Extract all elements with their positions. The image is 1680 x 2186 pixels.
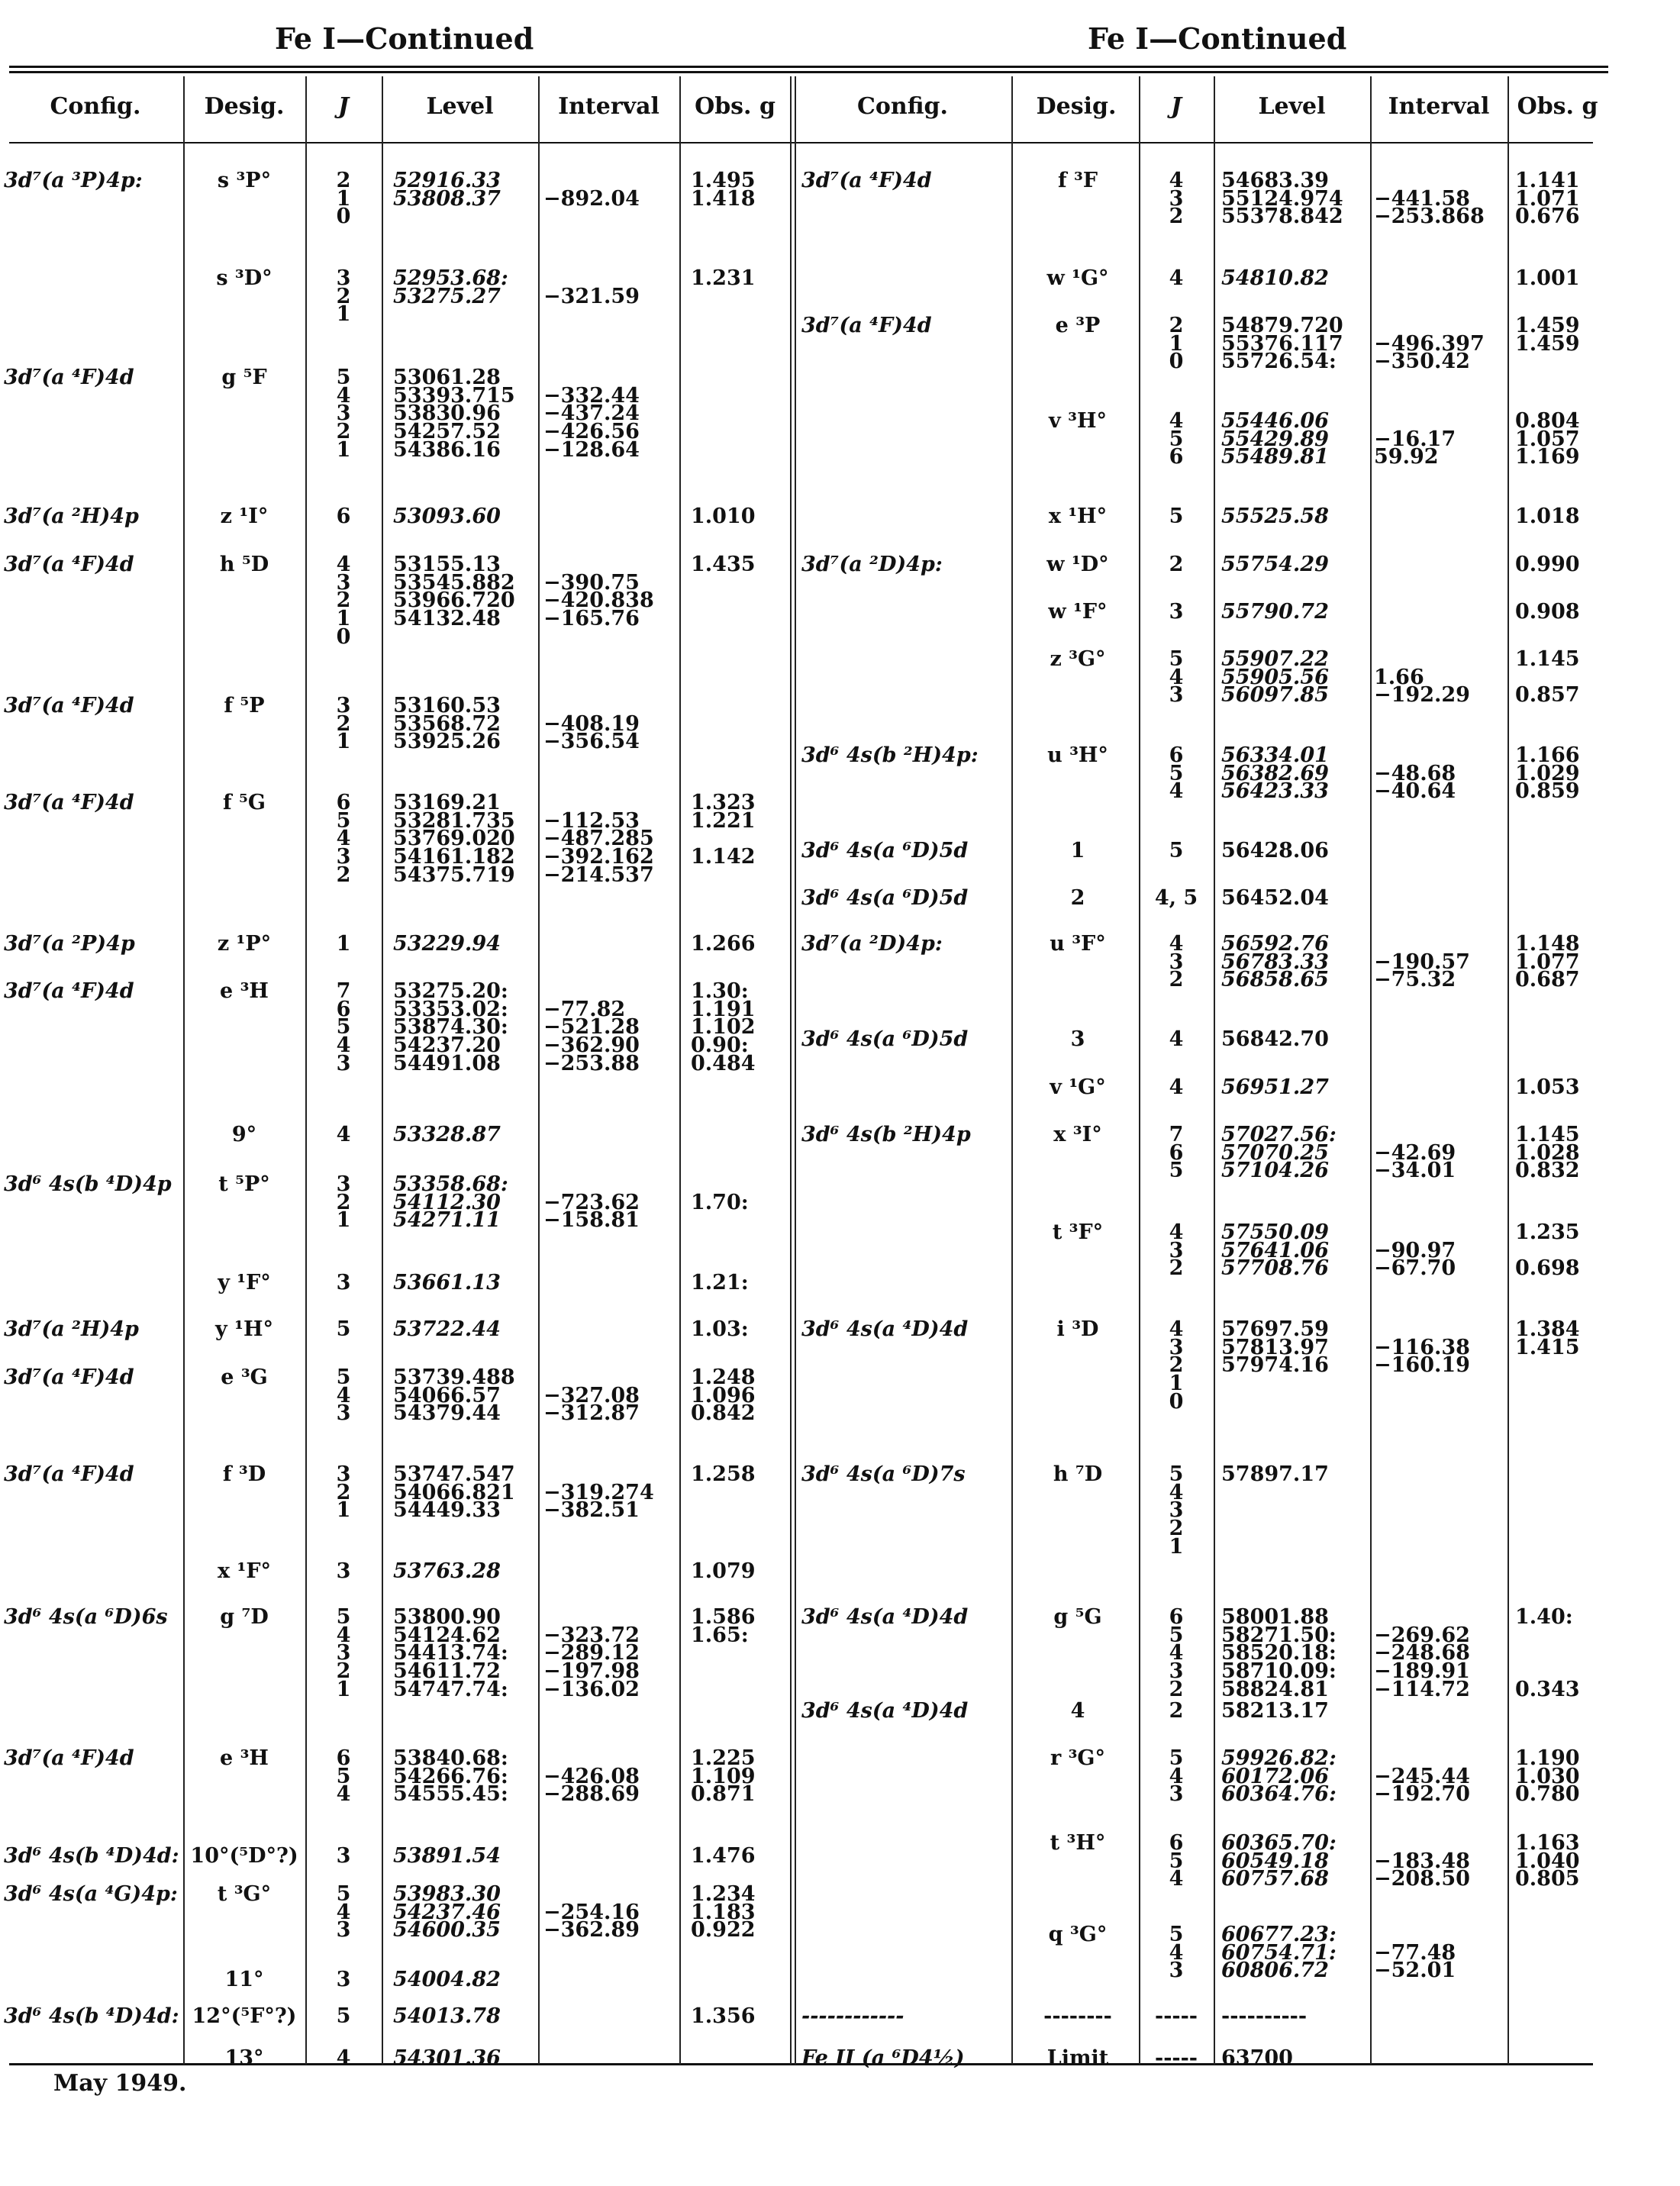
designation-cell: x ³I° (1053, 1123, 1102, 1146)
designation-cell: z ¹P° (217, 932, 272, 956)
level-cell: 55525.58 (1221, 505, 1329, 528)
column-divider (305, 76, 307, 2065)
designation-cell: y ¹F° (218, 1271, 271, 1295)
level-cell: 54810.82 (1221, 266, 1329, 290)
col-j-header: J (1170, 93, 1182, 120)
interval-cell: −323.72 −289.12 −197.98 −136.02 (543, 1623, 640, 1701)
config-cell: 3d⁷(a ²P)4p (4, 932, 135, 956)
col-level-header: Level (1258, 93, 1326, 120)
g-factor-cell: 1.235 0.698 (1515, 1220, 1580, 1281)
designation-cell: q ³G° (1048, 1923, 1108, 1946)
level-cell: 56842.70 (1221, 1027, 1329, 1051)
g-factor-cell: 1.21: (691, 1271, 749, 1295)
config-cell: 3d⁷(a ⁴F)4d (4, 1746, 134, 1770)
designation-cell: f ³F (1057, 169, 1098, 192)
designation-cell: t ³F° (1052, 1220, 1104, 1244)
level-cell: 54683.39 55124.974 55378.842 (1221, 169, 1343, 229)
j-value-cell: 3 (336, 1968, 351, 1991)
interval-cell: −892.04 (543, 186, 640, 211)
config-cell: 3d⁷(a ⁴F)4d (801, 169, 932, 192)
j-value-cell: 4, 5 (1154, 886, 1198, 910)
designation-cell: s ³P° (217, 169, 272, 192)
j-value-cell: 3 2 1 (336, 266, 351, 327)
config-cell: 3d⁶ 4s(a ⁶D)5d (801, 1027, 969, 1051)
level-cell: 53229.94 (393, 932, 501, 956)
level-cell: 57550.09 57641.06 57708.76 (1221, 1220, 1329, 1281)
j-value-cell: 1 (336, 932, 351, 956)
g-factor-cell: 1.586 1.65: (691, 1605, 756, 1647)
column-divider (1507, 76, 1509, 2065)
designation-cell: r ³G° (1050, 1746, 1105, 1770)
g-factor-cell: 1.148 1.077 0.687 (1515, 932, 1580, 992)
interval-cell: −723.62 −158.81 (543, 1190, 640, 1233)
level-cell: 54013.78 (393, 2004, 501, 2028)
designation-cell: f ⁵G (223, 791, 266, 814)
column-divider (183, 76, 185, 2065)
col-level-header: Level (426, 93, 494, 120)
col-interval-header: Interval (558, 93, 659, 120)
level-cell: 58001.88 58271.50: 58520.18: 58710.09: 58824.81 (1221, 1605, 1337, 1701)
designation-cell: 13° (224, 2046, 264, 2070)
designation-cell: 10°(⁵D°?) (190, 1844, 298, 1868)
j-value-cell: 6 5 4 (1169, 1831, 1184, 1891)
level-cell: 53155.13 53545.882 53966.720 54132.48 (393, 553, 515, 631)
designation-cell: v ¹G° (1050, 1075, 1106, 1099)
designation-cell: 9° (231, 1123, 257, 1146)
col-j-header: J (337, 93, 350, 120)
interval-cell: −269.62 −248.68 −189.91 −114.72 (1374, 1623, 1470, 1701)
g-factor-cell: 1.234 1.183 0.922 (691, 1882, 756, 1943)
designation-cell: 2 (1070, 886, 1085, 910)
col-interval-header: Interval (1388, 93, 1490, 120)
j-value-cell: 3 2 1 (336, 1462, 351, 1523)
j-value-cell: 6 5 4 (336, 1746, 351, 1807)
col-config-header: Config. (857, 93, 948, 120)
level-cell: 53328.87 (393, 1123, 501, 1146)
g-factor-cell: 1.145 1.028 0.832 (1515, 1123, 1580, 1183)
config-cell: 3d⁷(a ⁴F)4d (4, 1365, 134, 1389)
g-factor-cell: 1.03: (691, 1317, 749, 1341)
interval-cell: −183.48 −208.50 (1374, 1849, 1470, 1891)
g-factor-cell: 1.70: (691, 1190, 749, 1214)
level-cell: 53891.54 (393, 1844, 501, 1868)
level-cell: 52916.33 53808.37 (393, 169, 501, 211)
config-cell: 3d⁷(a ⁴F)4d (4, 694, 134, 717)
level-cell: 54879.720 55376.117 55726.54: (1221, 314, 1343, 374)
j-value-cell: 4 3 2 (1169, 932, 1184, 992)
designation-cell: w ¹F° (1048, 600, 1108, 624)
designation-cell: s ³D° (216, 266, 272, 290)
j-value-cell: 4 (1169, 1075, 1184, 1099)
level-cell: 53093.60 (393, 505, 501, 528)
g-factor-cell: 1.190 1.030 0.780 (1515, 1746, 1580, 1807)
g-factor-cell: 1.384 1.415 (1515, 1317, 1580, 1359)
level-cell: 57697.59 57813.97 57974.16 (1221, 1317, 1329, 1378)
g-factor-cell: 1.30: 1.191 1.102 0.90: 0.484 (691, 979, 756, 1075)
j-value-cell: 5 4 3 (1169, 647, 1184, 708)
level-cell: 53061.28 53393.715 53830.96 54257.52 54386.16 (393, 366, 515, 462)
level-cell: 53983.30 54237.46 54600.35 (393, 1882, 501, 1943)
level-cell: 53763.28 (393, 1559, 501, 1583)
level-cell: 52953.68: 53275.27 (393, 266, 508, 308)
config-cell: 3d⁷(a ⁴F)4d (4, 553, 134, 576)
interval-cell: −77.48 −52.01 (1374, 1940, 1456, 1983)
config-cell: 3d⁶ 4s(b ⁴D)4d: (4, 2004, 179, 2028)
config-cell: 3d⁶ 4s(a ⁶D)7s (801, 1462, 966, 1486)
j-value-cell: 2 (1169, 553, 1184, 576)
level-cell: 53722.44 (393, 1317, 501, 1341)
j-value-cell: 5 (1169, 839, 1184, 862)
level-cell: 56951.27 (1221, 1075, 1329, 1099)
col-g-header: Obs. g (695, 93, 776, 120)
j-value-cell: 5 (1169, 505, 1184, 528)
j-value-cell: 5 4 3 (336, 1882, 351, 1943)
g-factor-cell: 1.356 (691, 2004, 756, 2028)
level-cell: 58213.17 (1221, 1699, 1329, 1723)
level-cell: 54301.36 (393, 2046, 501, 2070)
j-value-cell: 4 3 2 (1169, 1220, 1184, 1281)
level-cell: 53358.68: 54112.30 54271.11 (393, 1172, 508, 1233)
col-g-header: Obs. g (1517, 93, 1598, 120)
col-desig-header: Desig. (204, 93, 285, 120)
interval-cell: −42.69 −34.01 (1374, 1140, 1456, 1183)
level-cell: 56592.76 56783.33 56858.65 (1221, 932, 1329, 992)
top-rule-2 (9, 71, 1608, 73)
center-divider-2 (795, 76, 796, 2065)
j-value-cell: 7 6 5 (1169, 1123, 1184, 1183)
config-cell: 3d⁷(a ²D)4p: (801, 932, 943, 956)
interval-cell: −327.08 −312.87 (543, 1383, 640, 1426)
level-cell: 53747.547 54066.821 54449.33 (393, 1462, 515, 1523)
level-cell: 53739.488 54066.57 54379.44 (393, 1365, 515, 1426)
right-page-title: Fe I—Continued (1088, 21, 1347, 56)
j-value-cell: 4 3 2 1 0 (1169, 1317, 1184, 1414)
j-value-cell: 3 2 1 (336, 694, 351, 754)
j-value-cell: 3 2 1 (336, 1172, 351, 1233)
level-cell: ---------- (1221, 2004, 1308, 2028)
g-factor-cell: 1.323 1.221 1.142 (691, 791, 756, 869)
designation-cell: g ⁵F (221, 366, 267, 389)
level-cell: 53169.21 53281.735 53769.020 54161.182 54375.719 (393, 791, 515, 887)
designation-cell: e ³H (220, 979, 269, 1003)
level-cell: 53160.53 53568.72 53925.26 (393, 694, 501, 754)
j-value-cell: 5 4 3 (336, 1365, 351, 1426)
config-cell: 3d⁶ 4s(a ⁶D)5d (801, 886, 969, 910)
interval-cell: −77.82 −521.28 −362.90 −253.88 (543, 997, 640, 1075)
level-cell: 55446.06 55429.89 55489.81 (1221, 409, 1329, 469)
config-cell: 3d⁶ 4s(b ²H)4p (801, 1123, 971, 1146)
designation-cell: w ¹D° (1046, 553, 1109, 576)
g-factor-cell: 1.079 (691, 1559, 756, 1583)
interval-cell: −321.59 (543, 284, 640, 308)
j-value-cell: 6 (336, 505, 351, 528)
column-divider (1139, 76, 1140, 2065)
j-value-cell: 4 3 2 (1169, 169, 1184, 229)
g-factor-cell: 1.476 (691, 1844, 756, 1868)
level-cell: 53800.90 54124.62 54413.74: 54611.72 54747.74: (393, 1605, 508, 1701)
g-factor-cell: 0.990 (1515, 553, 1580, 576)
designation-cell: y ¹H° (215, 1317, 273, 1341)
g-factor-cell: 1.001 (1515, 266, 1580, 290)
config-cell: 3d⁷(a ²H)4p (4, 505, 139, 528)
interval-cell: −48.68 −40.64 (1374, 761, 1456, 804)
designation-cell: g ⁷D (220, 1605, 269, 1629)
level-cell: 53840.68: 54266.76: 54555.45: (393, 1746, 508, 1807)
g-factor-cell: 0.908 (1515, 600, 1580, 624)
designation-cell: i ³D (1056, 1317, 1099, 1341)
g-factor-cell: 1.248 1.096 0.842 (691, 1365, 756, 1426)
level-cell: 55754.29 (1221, 553, 1329, 576)
interval-cell: −408.19 −356.54 (543, 711, 640, 754)
interval-cell: −332.44 −437.24 −426.56 −128.64 (543, 383, 640, 462)
g-factor-cell: 1.266 (691, 932, 756, 956)
header-rule (9, 142, 1593, 143)
config-cell: 3d⁷(a ²H)4p (4, 1317, 139, 1341)
level-cell: 60677.23: 60754.71: 60806.72 (1221, 1923, 1337, 1983)
config-cell: 3d⁶ 4s(b ⁴D)4d: (4, 1844, 179, 1868)
level-cell: 59926.82: 60172.06 60364.76: (1221, 1746, 1337, 1807)
level-cell: 54004.82 (393, 1968, 501, 1991)
g-factor-cell: 1.053 (1515, 1075, 1580, 1099)
g-factor-cell: 1.141 1.071 0.676 (1515, 169, 1580, 229)
interval-cell: −426.08 −288.69 (543, 1764, 640, 1807)
j-value-cell: 4 3 2 1 0 (336, 553, 351, 649)
designation-cell: t ³H° (1050, 1831, 1106, 1855)
g-factor-cell: 1.166 1.029 0.859 (1515, 743, 1580, 804)
designation-cell: t ⁵P° (218, 1172, 270, 1196)
config-cell: 3d⁶ 4s(a ⁴D)4d (801, 1699, 969, 1723)
config-cell: 3d⁶ 4s(a ⁴D)4d (801, 1605, 969, 1629)
designation-cell: 11° (224, 1968, 264, 1991)
j-value-cell: 5 4 3 (1169, 1923, 1184, 1983)
config-cell: 3d⁶ 4s(a ⁴G)4p: (4, 1882, 178, 1906)
column-divider (1011, 76, 1013, 2065)
interval-cell: −16.17 59.92 (1374, 427, 1456, 469)
column-divider (679, 76, 681, 2065)
g-factor-cell: 1.459 1.459 (1515, 314, 1580, 356)
g-factor-cell: 1.231 (691, 266, 756, 290)
g-factor-cell: 1.495 1.418 (691, 169, 756, 211)
interval-cell: −441.58 −253.868 (1374, 186, 1485, 229)
interval-cell: −496.397 −350.42 (1374, 331, 1485, 374)
j-value-cell: 5 4 3 2 1 (336, 1605, 351, 1701)
col-desig-header: Desig. (1036, 93, 1117, 120)
designation-cell: t ³G° (217, 1882, 272, 1906)
config-cell: ------------ (801, 2004, 904, 2028)
designation-cell: g ⁵G (1053, 1605, 1102, 1629)
j-value-cell: 5 (336, 2004, 351, 2028)
g-factor-cell: 1.225 1.109 0.871 (691, 1746, 756, 1807)
designation-cell: e ³H (220, 1746, 269, 1770)
j-value-cell: 6 5 4 3 2 (1169, 1605, 1184, 1701)
g-factor-cell: 1.163 1.040 0.805 (1515, 1831, 1580, 1891)
j-value-cell: 4 (336, 1123, 351, 1146)
config-cell: 3d⁶ 4s(a ⁶D)5d (801, 839, 969, 862)
config-cell: 3d⁷(a ⁴F)4d (4, 791, 134, 814)
designation-cell: h ⁷D (1053, 1462, 1103, 1486)
designation-cell: 1 (1070, 839, 1085, 862)
interval-cell: −190.57 −75.32 (1374, 950, 1470, 992)
config-cell: 3d⁶ 4s(a ⁴D)4d (801, 1317, 969, 1341)
designation-cell: x ¹H° (1048, 505, 1108, 528)
level-cell: 57027.56: 57070.25 57104.26 (1221, 1123, 1337, 1183)
designation-cell: f ⁵P (224, 694, 265, 717)
level-cell: 63700 (1221, 2046, 1293, 2070)
column-divider (1370, 76, 1372, 2065)
designation-cell: 3 (1070, 1027, 1085, 1051)
level-cell: 56334.01 56382.69 56423.33 (1221, 743, 1329, 804)
g-factor-cell: 1.435 (691, 553, 756, 576)
config-cell: 3d⁷(a ⁴F)4d (4, 1462, 134, 1486)
designation-cell: z ³G° (1050, 647, 1106, 671)
designation-cell: -------- (1043, 2004, 1112, 2028)
j-value-cell: 7 6 5 4 3 (336, 979, 351, 1075)
j-value-cell: 6 5 4 3 2 (336, 791, 351, 887)
config-cell: Fe II (a ⁶D4½) (801, 2046, 965, 2070)
designation-cell: z ¹I° (220, 505, 269, 528)
interval-cell: −116.38 −160.19 (1374, 1335, 1470, 1378)
config-cell: 3d⁷(a ²D)4p: (801, 553, 943, 576)
config-cell: 3d⁶ 4s(b ²H)4p: (801, 743, 979, 767)
column-divider (1214, 76, 1215, 2065)
interval-cell: −245.44 −192.70 (1374, 1764, 1470, 1807)
g-factor-cell: 0.804 1.057 1.169 (1515, 409, 1580, 469)
config-cell: 3d⁷(a ⁴F)4d (4, 366, 134, 389)
j-value-cell: 4 5 6 (1169, 409, 1184, 469)
j-value-cell: 3 (336, 1559, 351, 1583)
g-factor-cell: 1.40: 0.343 (1515, 1605, 1580, 1701)
interval-cell: −90.97 −67.70 (1374, 1238, 1456, 1281)
interval-cell: −319.274 −382.51 (543, 1480, 654, 1523)
designation-cell: 4 (1070, 1699, 1085, 1723)
g-factor-cell: 1.010 (691, 505, 756, 528)
j-value-cell: 3 (336, 1844, 351, 1868)
config-cell: 3d⁶ 4s(a ⁶D)6s (4, 1605, 168, 1629)
g-factor-cell: 1.018 (1515, 505, 1580, 528)
config-cell: 3d⁷(a ⁴F)4d (4, 979, 134, 1003)
designation-cell: w ¹G° (1046, 266, 1109, 290)
designation-cell: e ³P (1055, 314, 1101, 337)
left-page-title: Fe I—Continued (275, 21, 534, 56)
top-rule (9, 66, 1608, 68)
j-value-cell: ----- (1154, 2004, 1198, 2028)
designation-cell: e ³G (221, 1365, 268, 1389)
j-value-cell: 4 (336, 2046, 351, 2070)
j-value-cell: ----- (1154, 2046, 1198, 2070)
g-factor-cell: 1.145 0.857 (1515, 647, 1580, 708)
j-value-cell: 3 (336, 1271, 351, 1295)
designation-cell: x ¹F° (218, 1559, 271, 1583)
config-cell: 3d⁶ 4s(b ⁴D)4p (4, 1172, 172, 1196)
interval-cell: 1.66 −192.29 (1374, 665, 1470, 708)
j-value-cell: 3 (1169, 600, 1184, 624)
date-footer: May 1949. (53, 2070, 187, 2097)
j-value-cell: 4 (1169, 1027, 1184, 1051)
designation-cell: u ³F° (1050, 932, 1106, 956)
j-value-cell: 5 4 3 2 1 (336, 366, 351, 462)
j-value-cell: 2 1 0 (1169, 314, 1184, 374)
j-value-cell: 5 (336, 1317, 351, 1341)
j-value-cell: 4 (1169, 266, 1184, 290)
level-cell: 55790.72 (1221, 600, 1329, 624)
config-cell: 3d⁷(a ⁴F)4d (801, 314, 932, 337)
designation-cell: Limit (1046, 2046, 1109, 2070)
interval-cell: −390.75 −420.838 −165.76 (543, 570, 654, 631)
j-value-cell: 2 1 0 (336, 169, 351, 229)
level-cell: 60365.70: 60549.18 60757.68 (1221, 1831, 1337, 1891)
level-cell: 53661.13 (393, 1271, 501, 1295)
j-value-cell: 5 4 3 2 1 (1169, 1462, 1184, 1559)
column-divider (538, 76, 540, 2065)
j-value-cell: 6 5 4 (1169, 743, 1184, 804)
j-value-cell: 5 4 3 (1169, 1746, 1184, 1807)
level-cell: 57897.17 (1221, 1462, 1329, 1486)
j-value-cell: 2 (1169, 1699, 1184, 1723)
center-divider (790, 76, 792, 2065)
g-factor-cell: 1.258 (691, 1462, 756, 1486)
designation-cell: u ³H° (1047, 743, 1108, 767)
level-cell: 56452.04 (1221, 886, 1329, 910)
config-cell: 3d⁷(a ³P)4p: (4, 169, 143, 192)
designation-cell: v ³H° (1049, 409, 1107, 433)
level-cell: 56428.06 (1221, 839, 1329, 862)
interval-cell: −254.16 −362.89 (543, 1900, 640, 1943)
col-config-header: Config. (50, 93, 141, 120)
level-cell: 55907.22 55905.56 56097.85 (1221, 647, 1329, 708)
column-divider (382, 76, 383, 2065)
level-cell: 53275.20: 53353.02: 53874.30: 54237.20 54491.08 (393, 979, 508, 1075)
designation-cell: 12°(⁵F°?) (192, 2004, 297, 2028)
designation-cell: h ⁵D (219, 553, 269, 576)
interval-cell: −112.53 −487.285 −392.162 −214.537 (543, 808, 654, 887)
designation-cell: f ³D (222, 1462, 266, 1486)
